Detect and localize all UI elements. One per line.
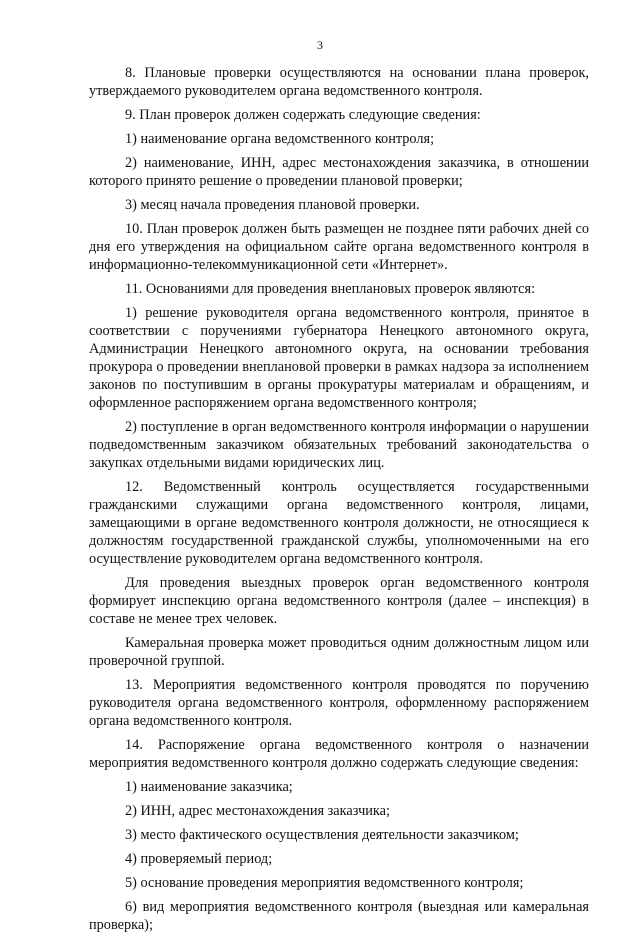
page-number: 3 [317,38,323,52]
paragraph: 3) место фактического осуществления деятельности заказчиком; [125,827,519,843]
paragraph: 13. Мероприятия ведомственного контроля проводятся по поручению руководителя органа ведомственного контроля, оформленному распоряжением органа ведомственного контроля. [89,677,589,729]
paragraph: 2) поступление в орган ведомственного контроля информации о нарушении подведомственным заказчиком обязательных требований законодательства о закупках отдельными видами юридических лиц. [89,419,589,471]
paragraph: Камеральная проверка может проводиться одним должностным лицом или проверочной группой. [89,635,589,669]
paragraph: 1) наименование органа ведомственного контроля; [125,131,435,147]
paragraph: Для проведения выездных проверок орган ведомственного контроля формирует инспекцию органа ведомственного контроля (далее – инспекция) в составе не менее трех человек. [89,575,589,627]
paragraph: 9. План проверок должен содержать следующие сведения: [125,107,481,123]
paragraph: 3) месяц начала проведения плановой проверки. [125,197,420,213]
paragraph: 12. Ведомственный контроль осуществляется государственными гражданскими служащими органа ведомственного контроля, лицами, замещающими в органе ведомственного контроля должности, не относящиеся к должностям государственной гражданской службы, уполномоченными на его осуществление руководителем органа ведомственного контроля. [89,479,589,567]
paragraph: 10. План проверок должен быть размещен не позднее пяти рабочих дней со дня его утверждения на официальном сайте органа ведомственного контроля в информационно-телекоммуникационной сети «Интернет». [89,221,589,273]
paragraph: 6) вид мероприятия ведомственного контроля (выездная или камеральная проверка); [89,899,589,933]
paragraph: 1) наименование заказчика; [125,779,293,795]
paragraph: 1) решение руководителя органа ведомственного контроля, принятое в соответствии с поручениями губернатора Ненецкого автономного округа, Администрации Ненецкого автономного округа, на основании требования прокурора о проведении внеплановой проверки в рамках надзора за исполнением законов по поступившим в органы прокуратуры материалам и обращениям, и оформленное распоряжением органа ведомственного контроля; [89,305,589,411]
paragraph: 5) основание проведения мероприятия ведомственного контроля; [125,875,524,891]
paragraph: 2) наименование, ИНН, адрес местонахождения заказчика, в отношении которого принято решение о проведении плановой проверки; [89,155,589,189]
paragraph: 14. Распоряжение органа ведомственного контроля о назначении мероприятия ведомственного контроля должно содержать следующие сведения: [89,737,589,771]
paragraph: 2) ИНН, адрес местонахождения заказчика; [125,803,390,819]
paragraph: 4) проверяемый период; [125,851,273,867]
paragraph: 8. Плановые проверки осуществляются на основании плана проверок, утверждаемого руководителем органа ведомственного контроля. [89,65,589,99]
paragraph: 11. Основаниями для проведения внеплановых проверок являются: [125,281,536,297]
document-body [89,64,589,940]
